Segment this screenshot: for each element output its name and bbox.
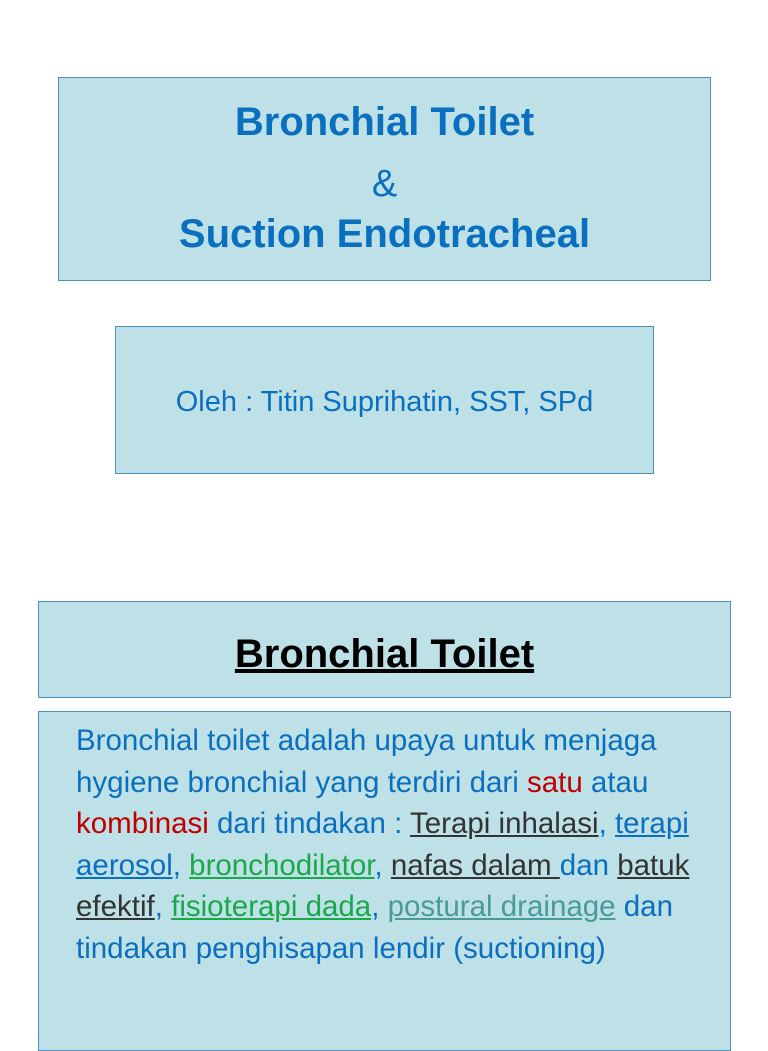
author-text: Oleh : Titin Suprihatin, SST, SPd [175, 386, 594, 418]
link-postural-drainage[interactable]: postural drainage [387, 890, 616, 923]
link-nafas-dalam[interactable]: nafas dalam [390, 848, 560, 882]
comma: , [371, 890, 388, 923]
definition-paragraph [76, 720, 716, 969]
word-atau: atau [582, 765, 649, 799]
author-box [115, 326, 654, 474]
link-bronchodilator[interactable]: bronchodilator [189, 848, 375, 882]
title-line-2: Suction Endotracheal [178, 212, 591, 256]
word-kombinasi: kombinasi [76, 807, 209, 840]
title-ampersand: & [371, 163, 398, 205]
definition-box [38, 711, 731, 1051]
title-line-1: Bronchial Toilet [234, 100, 535, 144]
title-slide-box [58, 77, 711, 281]
word-dan: dan [559, 848, 618, 882]
section-heading: Bronchial Toilet [234, 632, 535, 676]
word-dari-tindakan: dari tindakan : [208, 807, 410, 840]
comma: , [598, 807, 615, 840]
link-aerosol[interactable]: aerosol, [76, 848, 181, 882]
section-heading-box [38, 601, 731, 698]
comma: , [154, 890, 172, 923]
intro-text: Bronchial toilet adalah upaya untuk menjaga hygiene bronchial yang terdiri dari [76, 724, 657, 799]
link-terapi[interactable]: terapi [614, 807, 689, 840]
word-satu: satu [526, 765, 583, 799]
tail-text: dan tindakan penghisapan lendir (suctioning) [76, 890, 673, 965]
link-fisioterapi-dada[interactable]: fisioterapi dada [171, 890, 372, 923]
link-terapi-inhalasi[interactable]: Terapi inhalasi [409, 807, 599, 840]
link-batuk-efektif[interactable]: batuk efektif [76, 848, 690, 923]
space [181, 849, 189, 882]
comma: , [374, 848, 391, 882]
